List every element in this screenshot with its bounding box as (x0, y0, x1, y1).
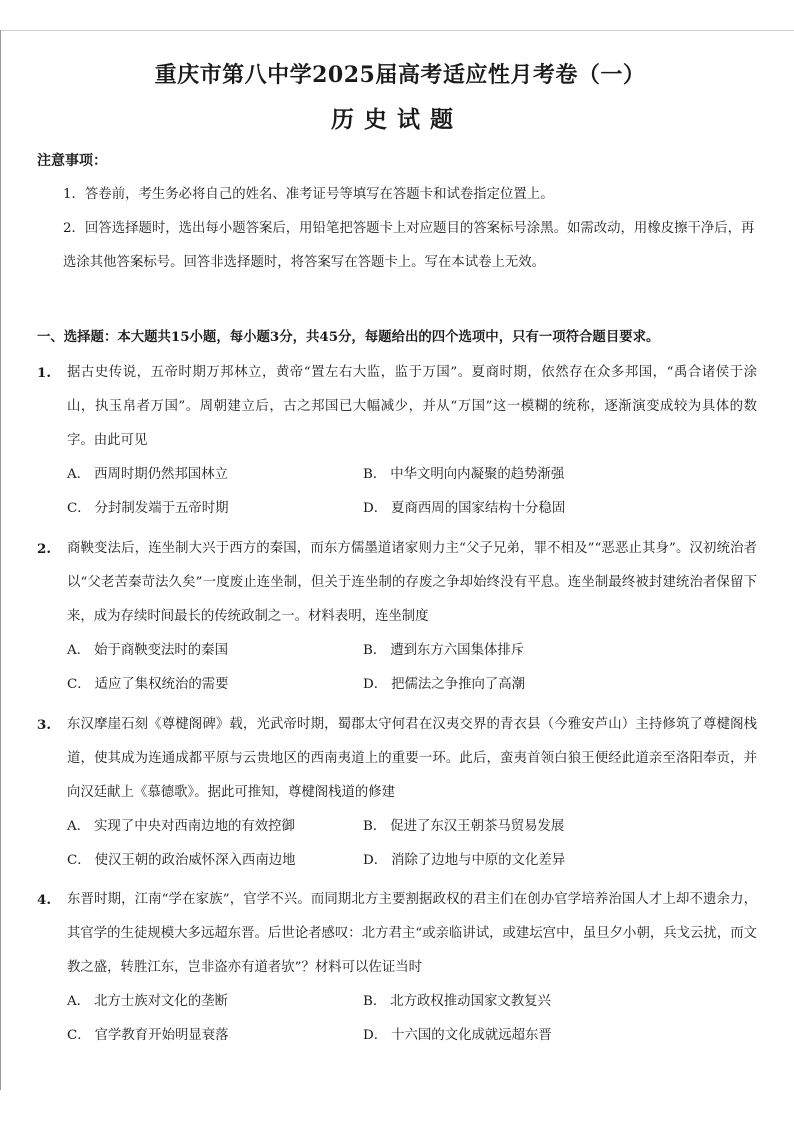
exam-subtitle: 历史试题 (331, 106, 463, 133)
notice-heading: 注意事项： (37, 153, 107, 169)
option-d: D． 十六国的文化成就远超东晋 (363, 1028, 552, 1043)
option-d: D． 消除了边地与中原的文化差异 (363, 853, 566, 868)
page-left-edge (0, 30, 1, 1090)
option-list (67, 634, 757, 702)
option-b: B． 中华文明向内凝聚的趋势渐强 (363, 467, 565, 482)
option-a: A． 西周时期仍然邦国林立 (67, 467, 228, 482)
question-number: 2. (37, 541, 51, 557)
option-list (67, 985, 757, 1053)
option-a: A． 北方士族对文化的垄断 (67, 994, 228, 1009)
option-list (67, 458, 757, 526)
option-d: D． 夏商西周的国家结构十分稳固 (363, 501, 566, 516)
option-c: C． 官学教育开始明显衰落 (67, 1028, 229, 1043)
option-c: C． 分封制发端于五帝时期 (67, 501, 229, 516)
option-a: A． 始于商鞅变法时的秦国 (67, 643, 228, 658)
question-3 (37, 708, 757, 878)
option-b: B． 北方政权推动国家文教复兴 (363, 994, 551, 1009)
option-b: B． 遭到东方六国集体排斥 (363, 643, 525, 658)
option-b: B． 促进了东汉王朝茶马贸易发展 (363, 819, 565, 834)
section-heading: 一、选择题：本大题共15小题，每小题3分，共45分，每题给出的四个选项中，只有一项符合题目要求。 (37, 329, 660, 345)
question-stem: 商鞅变法后，连坐制大兴于西方的秦国，而东方儒墨道诸家则力主“父子兄弟，罪不相及”“恶恶止其身”。汉初统治者以“父老苦秦苛法久矣”一度废止连坐制，但关于连坐制的存废之争却始终没有平息。连坐制最终被封建统治者保留下来，成为存续时间最长的传统政制之一。材料表明，连坐制度 (67, 541, 757, 624)
question-number: 4. (37, 892, 51, 908)
question-stem: 据古史传说，五帝时期万邦林立，黄帝“置左右大监，监于万国”。夏商时期，依然存在众多邦国，“禹合诸侯于涂山，执玉帛者万国”。周朝建立后，古之邦国已大幅减少，并从“万国”这一模糊的统称，逐渐演变成较为具体的数字。由此可见 (67, 365, 757, 448)
exam-title: 重庆市第八中学2025届高考适应性月考卷（一） (154, 62, 646, 88)
question-stem: 东汉摩崖石刻《尊楗阁碑》载，光武帝时期，蜀郡太守何君在汉夷交界的青衣县（今雅安芦山）主持修筑了尊楗阁栈道，使其成为连通成都平原与云贵地区的西南夷道上的重要一环。此后，蛮夷首领白狼王便经此道亲至洛阳奉贡，并向汉廷献上《慕德歌》。据此可推知，尊楗阁栈道的修建 (67, 717, 757, 800)
option-c: C． 适应了集权统治的需要 (67, 677, 229, 692)
notice-item-1: 1．答卷前，考生务必将自己的姓名、准考证号等填写在答题卡和试卷指定位置上。 (63, 187, 554, 202)
question-2 (37, 532, 757, 702)
question-4 (37, 883, 757, 1053)
question-number: 1. (37, 365, 51, 381)
page-top-edge (0, 30, 794, 31)
question-1 (37, 356, 757, 526)
question-stem: 东晋时期，江南“学在家族”，官学不兴。而同期北方主要割据政权的君主们在创办官学培养治国人才上却不遗余力，其官学的生徒规模大多远超东晋。后世论者感叹：北方君主“或亲临讲试，或建坛宫中，虽旦夕小朝，兵戈云扰，而文教之盛，转胜江东，岂非盗亦有道者欤”？材料可以佐证当时 (67, 892, 757, 975)
option-list (67, 810, 757, 878)
notice-item-2: 2．回答选择题时，选出每小题答案后，用铅笔把答题卡上对应题目的答案标号涂黑。如需改动，用橡皮擦干净后，再选涂其他答案标号。回答非选择题时，将答案写在答题卡上。写在本试卷上无效。 (63, 221, 755, 270)
option-c: C． 使汉王朝的政治威怀深入西南边地 (67, 853, 296, 868)
option-d: D． 把儒法之争推向了高潮 (363, 677, 526, 692)
option-a: A． 实现了中央对西南边地的有效控御 (67, 819, 295, 834)
question-number: 3. (37, 717, 51, 733)
